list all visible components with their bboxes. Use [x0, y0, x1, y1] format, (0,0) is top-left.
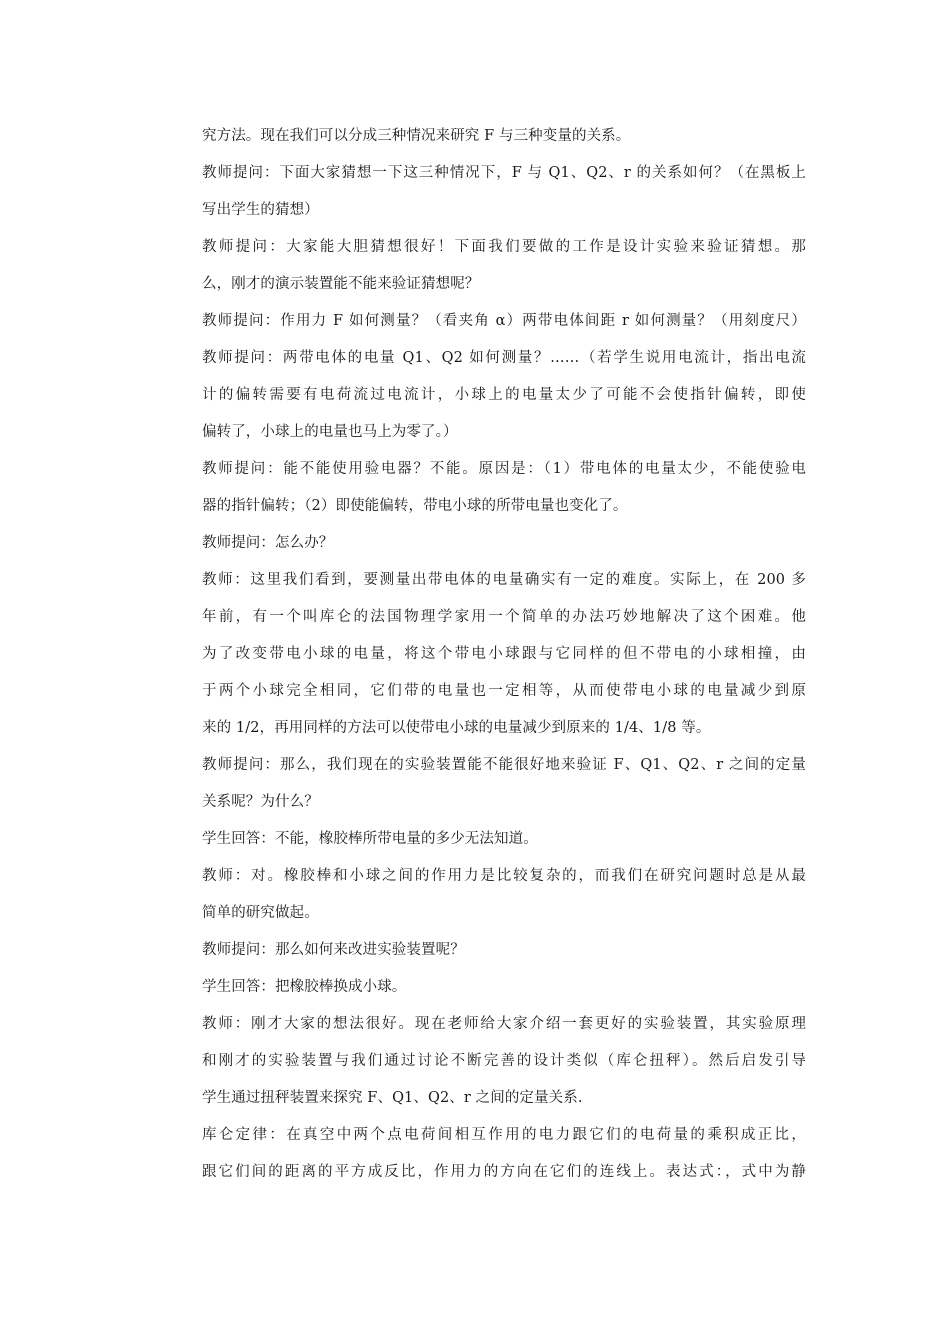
text-line: 关系呢？为什么？: [202, 794, 319, 810]
text-line: 教师提问：作用力 F 如何测量？（看夹角 α）两带电体间距 r 如何测量？（用刻度尺）: [202, 313, 806, 329]
text-line: 简单的研究做起。: [202, 905, 319, 921]
text-line: 为了改变带电小球的电量，将这个带电小球跟与它同样的但不带电的小球相撞，由: [202, 646, 806, 662]
text-line: 教师提问：大家能大胆猜想很好！下面我们要做的工作是设计实验来验证猜想。那: [202, 239, 806, 255]
text-line: 学生回答：把橡胶棒换成小球。: [202, 979, 407, 995]
text-line: 于两个小球完全相同，它们带的电量也一定相等，从而使带电小球的电量减少到原: [202, 683, 806, 699]
text-line: 教师提问：能不能使用验电器？不能。原因是：（1）带电体的电量太少，不能使验电: [202, 461, 806, 477]
text-line: 么，刚才的演示装置能不能来验证猜想呢？: [202, 276, 480, 292]
text-line: 库仑定律：在真空中两个点电荷间相互作用的电力跟它们的电荷量的乘积成正比，: [202, 1127, 806, 1143]
text-line: 教师提问：怎么办？: [202, 535, 334, 551]
text-line: 教师提问：那么，我们现在的实验装置能不能很好地来验证 F、Q1、Q2、r 之间的定量: [202, 757, 806, 773]
text-line: 来的 1/2，再用同样的方法可以使带电小球的电量减少到原来的 1/4、1/8 等。: [202, 720, 711, 736]
body-text: [202, 118, 806, 1191]
text-line: 教师：对。橡胶棒和小球之间的作用力是比较复杂的，而我们在研究问题时总是从最: [202, 868, 806, 884]
text-line: 跟它们间的距离的平方成反比，作用力的方向在它们的连线上。表达式：，式中为静: [202, 1164, 806, 1180]
text-line: 学生通过扭秤装置来探究 F、Q1、Q2、r 之间的定量关系.: [202, 1090, 583, 1106]
text-line: 学生回答：不能，橡胶棒所带电量的多少无法知道。: [202, 831, 538, 847]
text-line: 计的偏转需要有电荷流过电流计，小球上的电量太少了可能不会使指针偏转，即使: [202, 387, 806, 403]
text-line: 教师提问：两带电体的电量 Q1、Q2 如何测量？……（若学生说用电流计，指出电流: [202, 350, 806, 366]
text-line: 究方法。现在我们可以分成三种情况来研究 F 与三种变量的关系。: [202, 128, 631, 144]
text-line: 和刚才的实验装置与我们通过讨论不断完善的设计类似（库仑扭秤）。然后启发引导: [202, 1053, 806, 1069]
text-line: 教师：刚才大家的想法很好。现在老师给大家介绍一套更好的实验装置，其实验原理: [202, 1016, 806, 1032]
text-line: 偏转了，小球上的电量也马上为零了。）: [202, 424, 458, 440]
text-line: 器的指针偏转；（2）即使能偏转，带电小球的所带电量也变化了。: [202, 498, 628, 514]
text-line: 写出学生的猜想）: [202, 202, 319, 218]
text-line: 教师提问：下面大家猜想一下这三种情况下，F 与 Q1、Q2、r 的关系如何？（在黑板上: [202, 165, 806, 181]
text-line: 教师提问：那么如何来改进实验装置呢？: [202, 942, 465, 958]
text-line: 年前，有一个叫库仑的法国物理学家用一个简单的办法巧妙地解决了这个困难。他: [202, 609, 806, 625]
text-line: 教师：这里我们看到，要测量出带电体的电量确实有一定的难度。实际上，在 200 多: [202, 572, 806, 588]
